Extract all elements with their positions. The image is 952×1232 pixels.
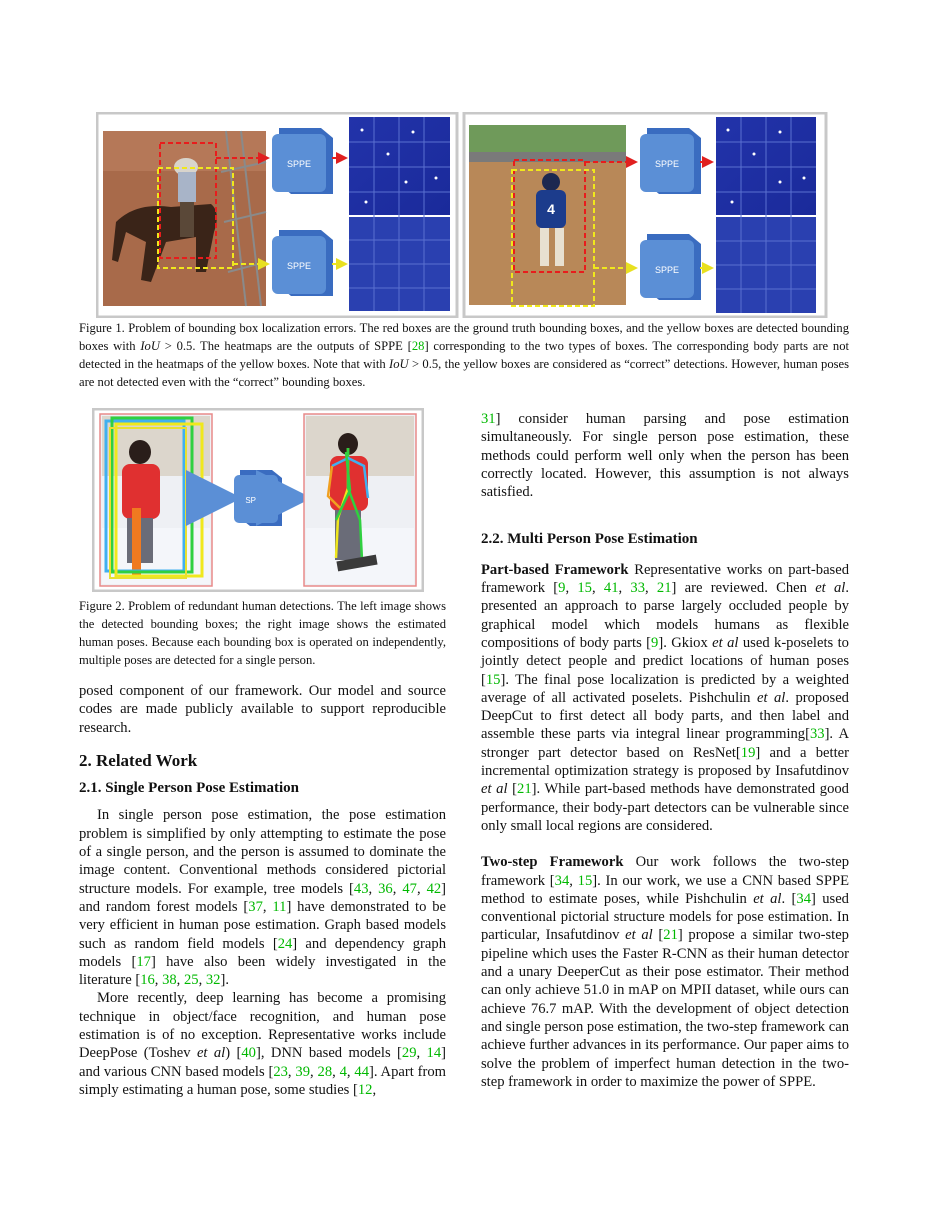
citation-link[interactable]: 37 [248, 898, 263, 915]
figure-2-diagram [92, 408, 424, 592]
citation-link[interactable]: 17 [136, 953, 151, 970]
paragraph: Part-based Framework Representative works on part-based framework [9, 15, 41, 33, 21] are reviewed. Chen et al. presented an approach to parse largely occluded people by graphical model which models humans as flexible compositions of body parts [9]. Gkiox et al used k-poselets to jointly detect people and predict locations of human poses [15]. The final pose localization is predicted by a weighted average of all activated poselets. Pishchulin et al. proposed DeepCut to first detect all body parts, and then label and assemble these parts via integral linear programming[33]. A stronger part detector based on ResNet[19] and a better incremental optimization strategy is proposed by Insafutdinov et al [21]. While part-based methods have demonstrated good performance, their body-part detectors can be vulnerable since only small local regions are considered. [481, 561, 850, 834]
sppe-block-top [640, 128, 701, 194]
figure-1-caption: Figure 1. Problem of bounding box localization errors. The red boxes are the ground truth bounding boxes, and the yellow boxes are detected bounding boxes with IoU > 0.5. The heatmaps are the outputs of SPPE [28] corresponding to the two types of boxes. The corresponding body parts are not detected in the heatmaps of the yellow boxes. Note that with IoU > 0.5, the yellow boxes are considered as “correct” detections. However, human poses are not detected even with the “correct” bounding boxes. [79, 321, 850, 389]
citation-link[interactable]: 11 [272, 898, 287, 915]
citation-link[interactable]: 44 [354, 1063, 369, 1080]
figure-1 [96, 112, 859, 318]
citation-link[interactable]: 28 [317, 1063, 333, 1080]
paragraph: posed component of our framework. Our model and source codes are made publicly available to support reproducible research. [79, 683, 446, 736]
citation-link[interactable]: 47 [402, 880, 417, 897]
citation-link[interactable]: 31 [481, 411, 496, 427]
citation-link[interactable]: 16 [140, 972, 155, 989]
citation-link[interactable]: 21 [663, 927, 678, 944]
citation-link[interactable]: 28 [411, 339, 425, 353]
citation-link[interactable]: 15 [485, 671, 501, 688]
sppe-block-bottom [640, 234, 701, 300]
citation-link[interactable]: 24 [277, 935, 293, 952]
paragraph: Two-step Framework Our work follows the two-step framework [34, 15]. In our work, we use a CNN based SPPE method to estimate poses, while Pishchulin et al. [34] used conventional pictorial structure models for pose estimation. In particular, Insafutdinov et al [21] propose a similar two-step pipeline which uses the Faster R-CNN as their human detector and a unary DeeperCut as their pose estimator. Their method can only achieve 51.0 in mAP on MPII dataset, while ours can achieve 76.7 mAP. With the development of object detection and single person pose estimation, the two-step framework can achieve further advances in its performance. Our paper aims to solve the problem of imperfect human detection in the two-step framework in order to maximize the power of SPPE. [481, 854, 850, 1090]
sppe-block-bottom [272, 230, 333, 296]
citation-link[interactable]: 25 [183, 972, 199, 989]
citation-link[interactable]: 4 [339, 1063, 347, 1080]
left-column [79, 682, 446, 1099]
citation-link[interactable]: 15 [577, 580, 592, 597]
figure-2-caption: Figure 2. Problem of redundant human detections. The left image shows the detected bounding boxes; the right image shows the estimated human poses. Because each bounding box is operated on independently, multiple poses are detected for a single person. [79, 599, 446, 667]
citation-link[interactable]: 42 [426, 880, 442, 897]
citation-link[interactable]: 21 [517, 781, 532, 798]
svg-text:SPPE: SPPE [654, 159, 680, 169]
citation-link[interactable]: 39 [295, 1063, 311, 1080]
citation-link[interactable]: 33 [630, 580, 645, 597]
citation-link[interactable]: 21 [656, 580, 672, 597]
citation-link[interactable]: 14 [426, 1045, 442, 1062]
sppe-block-top [272, 128, 333, 194]
figure-2 [92, 408, 424, 592]
svg-text:SPPE: SPPE [286, 159, 312, 169]
citation-link[interactable]: 9 [558, 580, 566, 597]
citation-link[interactable]: 34 [554, 872, 570, 889]
citation-link[interactable]: 19 [740, 744, 756, 761]
citation-link[interactable]: 15 [577, 872, 593, 889]
citation-link[interactable]: 34 [796, 890, 811, 907]
citation-link[interactable]: 33 [809, 726, 825, 743]
paragraph: In single person pose estimation, the pose estimation problem is simplified by only attempting to estimate the pose of a single person, and the person is assumed to dominate the image content. Conventional methods considered pictorial structure models. For example, tree models [43, 36, 47, 42] and random forest models [37, 11] have demonstrated to be very efficient in human pose estimation. Graph based models such as random field models [24] and dependency graph models [17] have also been widely investigated in the literature [16, 38, 25, 32]. [79, 807, 447, 989]
citation-link[interactable]: 23 [273, 1063, 288, 1080]
citation-link[interactable]: 36 [378, 880, 393, 897]
paragraph: More recently, deep learning has become a promising technique in object/face recognition, and human pose estimation is of no exception. Representative works include DeepPose (Toshev et al) [40], DNN based models [29, 14] and various CNN based models [23, 39, 28, 4, 44]. Apart from simply estimating a human pose, some studies [12, [79, 990, 446, 1098]
citation-link[interactable]: 32 [205, 972, 221, 989]
citation-link[interactable]: 29 [401, 1045, 417, 1062]
section-heading: 2. Related Work [79, 750, 198, 770]
citation-link[interactable]: 43 [353, 880, 369, 897]
svg-text:4: 4 [547, 201, 555, 217]
svg-text:SPPE: SPPE [245, 496, 267, 505]
figure-1-diagram [96, 112, 859, 318]
citation-link[interactable]: 12 [357, 1081, 373, 1098]
right-column [481, 410, 849, 1091]
subsection-heading: 2.1. Single Person Pose Estimation [79, 780, 299, 797]
svg-text:SPPE: SPPE [286, 261, 312, 271]
citation-link[interactable]: 9 [651, 634, 659, 651]
paragraph: 31] consider human parsing and pose estimation simultaneously. For single person pose estimation, these methods could perform well only when the person has been correctly located. However, this assumption is not always satisfied. [481, 411, 849, 501]
citation-link[interactable]: 38 [162, 972, 177, 989]
sppe-block [234, 470, 282, 526]
citation-link[interactable]: 41 [603, 580, 619, 597]
citation-link[interactable]: 40 [241, 1045, 256, 1062]
subsection-heading: 2.2. Multi Person Pose Estimation [481, 531, 698, 548]
svg-text:SPPE: SPPE [654, 265, 680, 275]
